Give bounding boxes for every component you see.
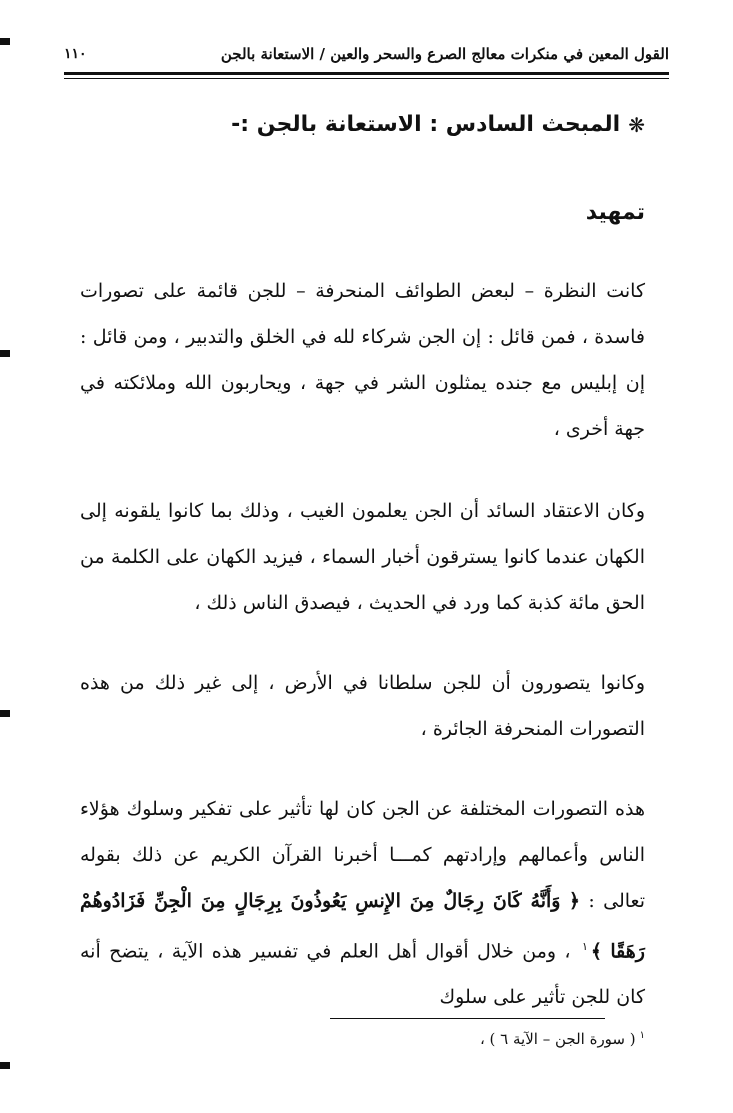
ornate-bracket-open: ﴿	[568, 890, 580, 912]
section-heading	[231, 112, 645, 137]
quran-verse: وَأَنَّهُ كَانَ رِجَالٌ مِنَ الإِنسِ يَعُوذُونَ بِرِجَالٍ مِنَ الْجِنِّ فَزَادُوهُمْ رَهَقًا	[80, 890, 645, 963]
section-title: المبحث السادس : الاستعانة بالجن :-	[231, 112, 621, 137]
ornate-bracket-close: ﴾	[590, 940, 602, 963]
paragraph: وكان الاعتقاد السائد أن الجن يعلمون الغيب ، وذلك بما كانوا يلقونه إلى الكهان عندما كانوا يسترقون أخبار السماء ، فيزيد الكهان على الكلمة من الحق مائة كذبة كما ورد في الحديث ، فيصدق الناس ذلك ،	[80, 500, 645, 614]
scan-mark	[0, 350, 10, 357]
running-header	[64, 38, 669, 70]
footnote	[480, 1030, 645, 1048]
running-title: القول المعين في منكرات معالج الصرع والسحر والعين / الاستعانة بالجن	[220, 45, 669, 63]
asterisk-icon: ❋	[628, 112, 645, 137]
footnote-separator	[330, 1018, 605, 1019]
footnote-text: ( سورة الجن – الآية ٦ ) ،	[479, 1030, 636, 1048]
paragraph-text-after-verse: ، ومن خلال أقوال أهل العلم في تفسير هذه الآية ، يتضح أنه كان للجن تأثير على سلوك	[80, 940, 645, 1009]
footnote-reference: ١	[581, 940, 588, 953]
scan-mark	[0, 1062, 10, 1069]
paragraph-with-verse	[80, 786, 645, 1020]
scan-mark	[0, 710, 10, 717]
paragraph: كانت النظرة – لبعض الطوائف المنحرفة – للجن قائمة على تصورات فاسدة ، فمن قائل : إن الجن شركاء لله في الخلق والتدبير ، ومن قائل : إن إبليس مع جنده يمثلون الشر في جهة ، ويحاربون الله وملائكته في جهة أخرى ،	[80, 280, 645, 440]
intro-heading: تمهيد	[585, 200, 645, 225]
paragraph-text-before-verse: هذه التصورات المختلفة عن الجن كان لها تأثير على تفكير وسلوك هؤلاء الناس وأعمالهم وإرادتهم كمـــا أخبرنا القرآن الكريم عن ذلك بقوله تعالى :	[80, 798, 646, 912]
header-rule-thin	[64, 78, 669, 79]
header-rule-thick	[64, 72, 669, 75]
paragraph: وكانوا يتصورون أن للجن سلطانا في الأرض ، إلى غير ذلك من هذه التصورات المنحرفة الجائرة ،	[80, 672, 645, 740]
page-number: ١١٠	[64, 46, 87, 62]
footnote-number: ١	[639, 1030, 645, 1041]
scan-mark	[0, 38, 10, 45]
